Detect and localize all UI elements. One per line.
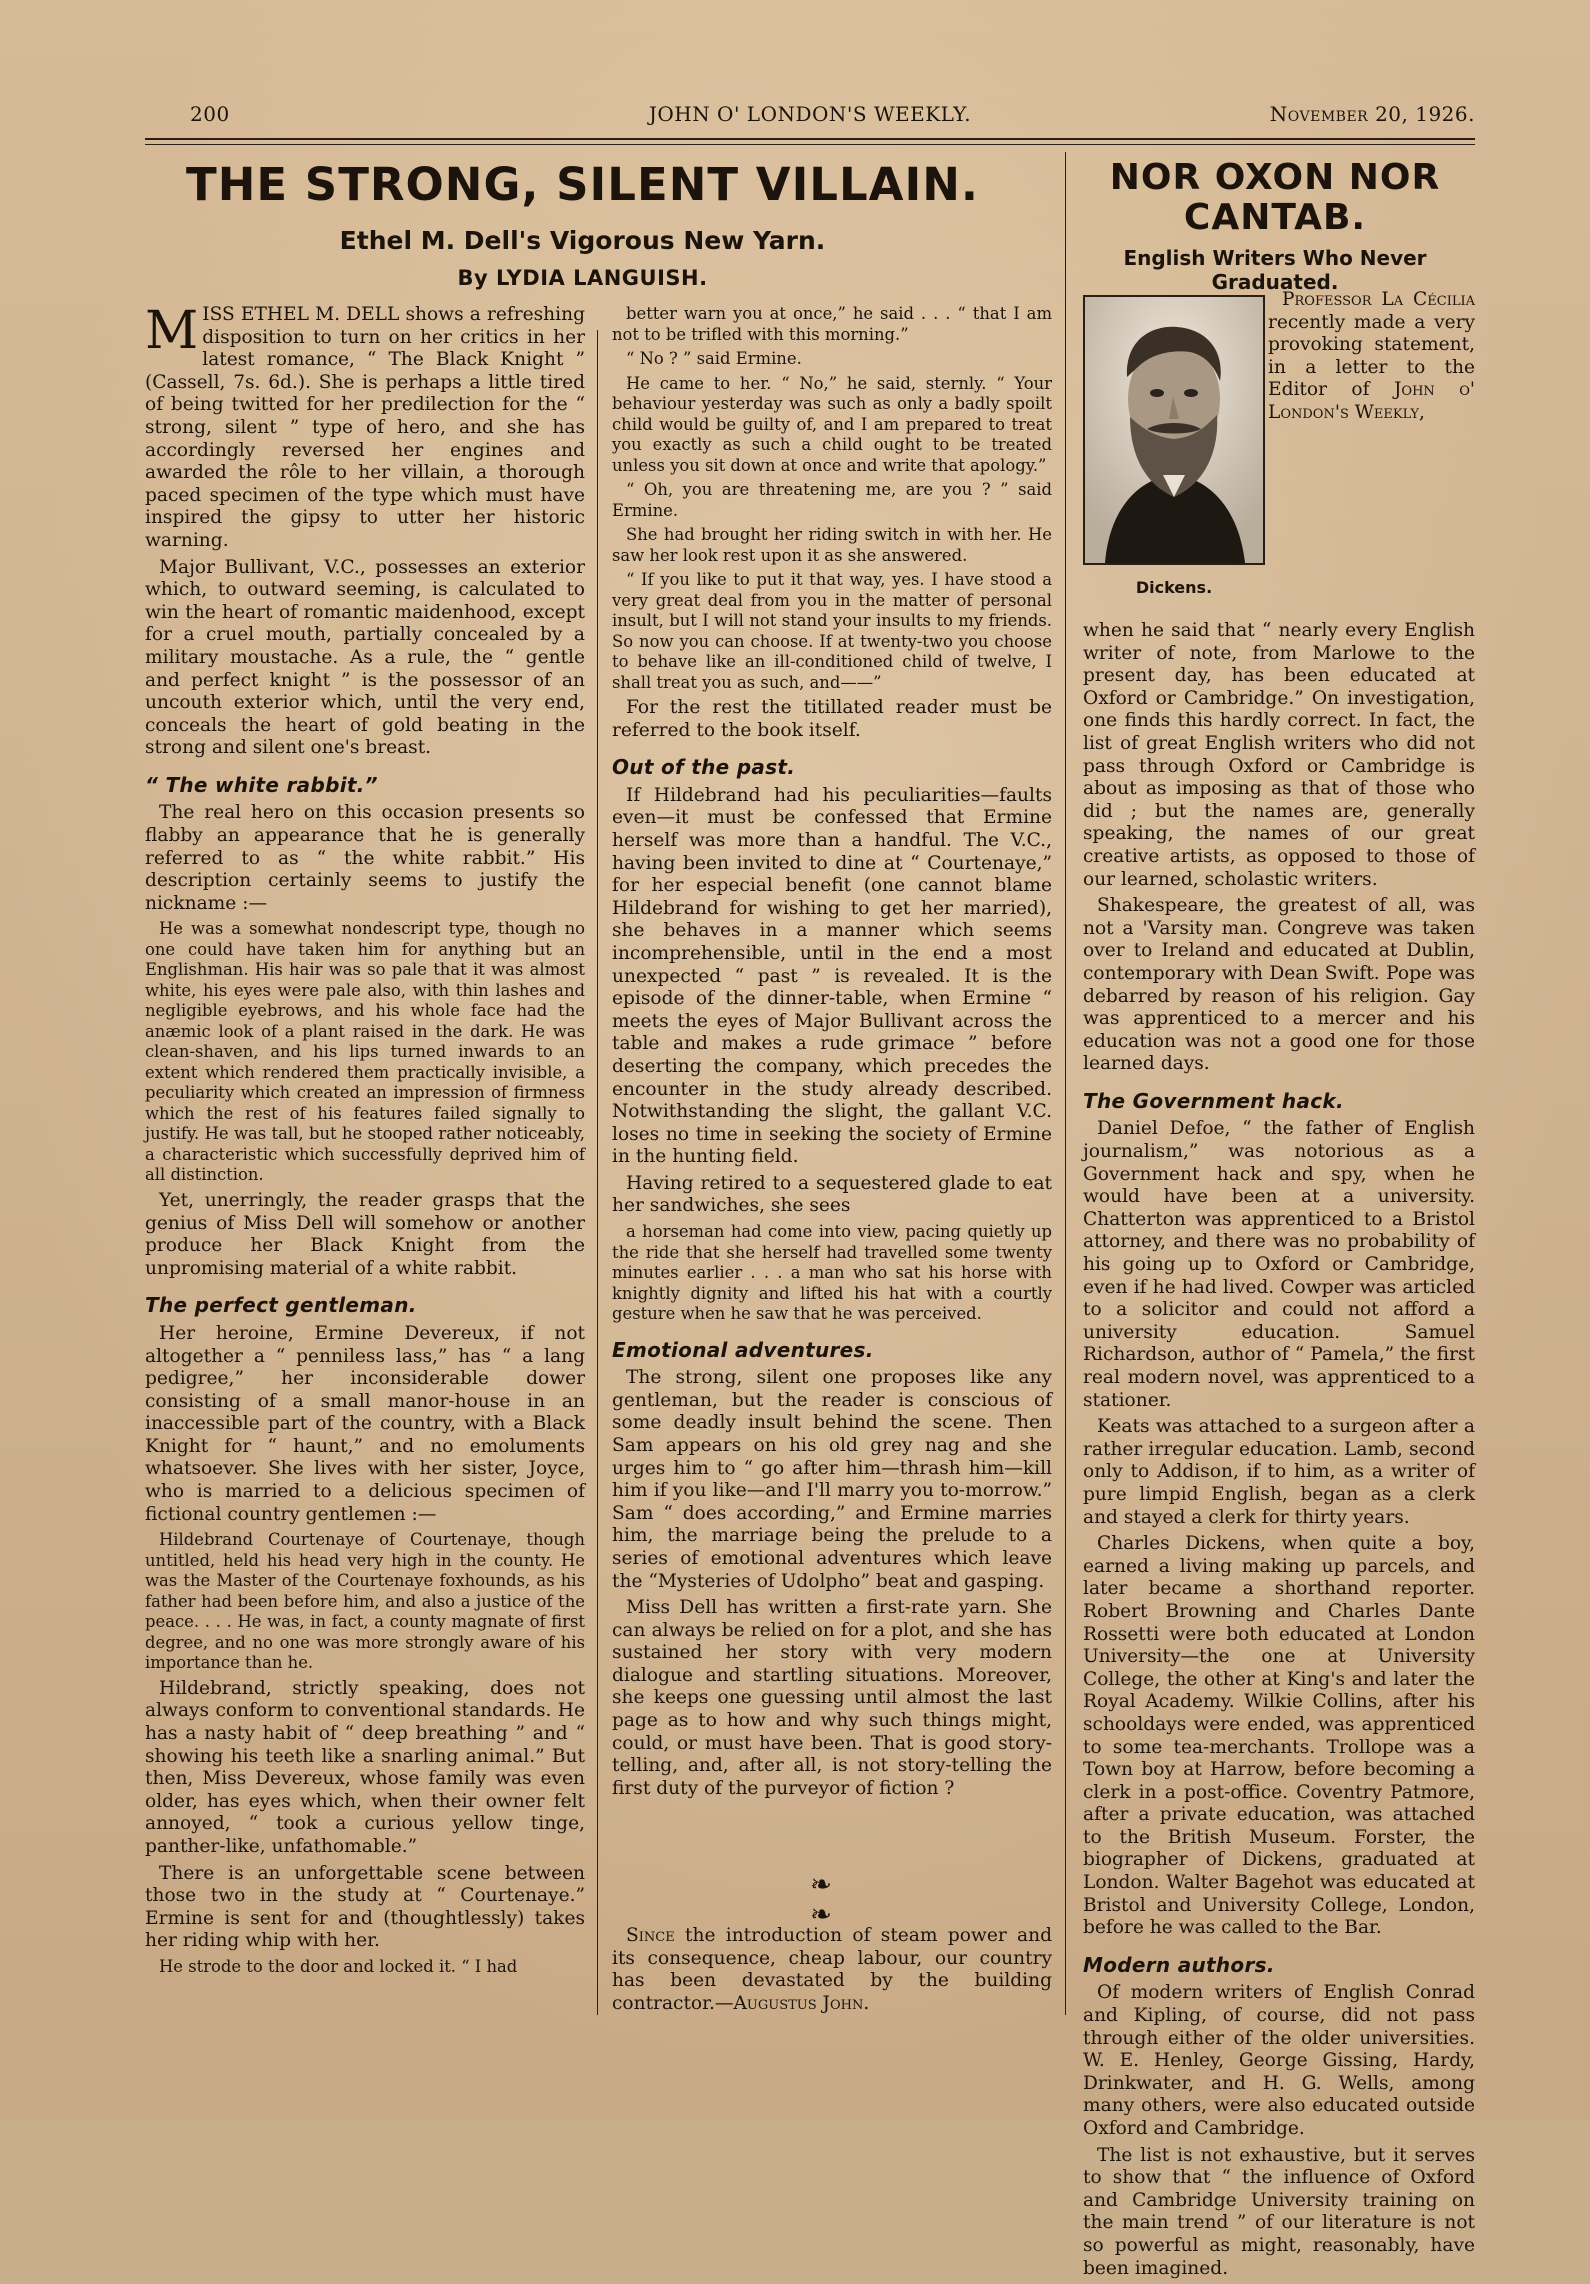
paragraph: Of modern writers of English Conrad and Kipling, of course, did not pass through either of the older universities. W. E. Henley, George Gissing, Hardy, Drinkwater, and H. G. Wells, among many others, were also educated outside Oxford and Cambridge. xyxy=(1083,1982,1475,2139)
article-headline: THE STRONG, SILENT VILLAIN. xyxy=(186,158,979,211)
article-column-1 xyxy=(145,301,585,1981)
block-quote: “ Oh, you are threatening me, are you ? ” said Ermine. xyxy=(612,480,1052,520)
block-quote: “ No ? ” said Ermine. xyxy=(626,349,802,368)
section-heading: Modern authors. xyxy=(1083,1952,1275,1977)
column-divider-2 xyxy=(1065,152,1066,2015)
paragraph: Miss Dell has written a first-rate yarn. She can always be relied on for a plot, and she has sustained her story with very modern dialogue and startling situations. Moreover, she keeps one guessing until almost the last page as to how and why such things might, could, or must have been. That is good story-telling, and, after all, is not story-telling the first duty of the purveyor of fiction ? xyxy=(612,1597,1052,1799)
sidebar-article-intro xyxy=(1268,289,1475,429)
publication-title: JOHN O' LONDON'S WEEKLY. xyxy=(648,102,972,126)
block-quote: He came to her. “ No,” he said, sternly. “ Your behaviour yesterday was such as only a badly spoilt child would be guilty of, and I am prepared to treat you exactly as such a child ought to be treated unless you sit down at once and write that apology.” xyxy=(612,373,1052,475)
paragraph: Her heroine, Ermine Devereux, if not altogether a “ penniless lass,” has “ a lang pedigree,” her inconsiderable dower consisting of a small manor-house in an inaccessible part of the country, with a Black Knight for “ haunt,” and no emoluments whatsoever. She lives with her sister, Joyce, who is married to a delicious specimen of fictional country gentlemen :— xyxy=(145,1322,585,1525)
section-heading: The Government hack. xyxy=(1083,1088,1344,1113)
sidebar-article-body xyxy=(1083,620,1475,2284)
issue-date: November 20, 1926. xyxy=(1269,102,1475,126)
section-heading: Emotional adventures. xyxy=(612,1337,874,1362)
block-quote: She had brought her riding switch in with her. He saw her look rest upon it as she answered. xyxy=(612,525,1052,565)
column-divider-1 xyxy=(597,330,598,2015)
paragraph: Shakespeare, the greatest of all, was not a 'Varsity man. Congreve was taken over to Ireland and educated at Dublin, contemporary with Dean Swift. Pope was debarred by reason of his religion. Gay was apprenticed to a mercer and his education was not a good one for those learned days. xyxy=(1083,895,1475,1075)
paragraph: Charles Dickens, when quite a boy, earned a living making up parcels, and later became a shorthand reporter. Robert Browning and Charles Dante Rossetti were both educated at London University—the one at University College, the other at King's and later the Royal Academy. Wilkie Collins, after his schooldays were ended, was apprenticed to some tea-merchants. Trollope was a Town boy at Harrow, before becoming a clerk in a post-office. Coventry Patmore, after a private education, was attached to the British Museum. Forster, the biographer of Dickens, graduated at London. Walter Bagehot was educated at Bristol and University College, London, before he was called to the Bar. xyxy=(1083,1533,1475,1939)
paragraph: The real hero on this occasion presents so flabby an appearance that he is generally referred to as “ the white rabbit.” His description certainly seems to justify the nickname :— xyxy=(145,802,585,914)
paragraph: Yet, unerringly, the reader grasps that the genius of Miss Dell will somehow or another produce her Black Knight from the unpromising material of a white rabbit. xyxy=(145,1189,585,1279)
section-heading: Out of the past. xyxy=(612,755,796,780)
paragraph: when he said that “ nearly every English writer of note, from Marlowe to the present day, has been educated at Oxford or Cambridge.” On investigation, one finds this hardly correct. In fact, the list of great English writers who did not pass through Oxford or Cambridge is about as imposing as that of those who did ; but the names are, generally speaking, the names of our great creative artists, as opposed to those of our learned, scholastic writers. xyxy=(1083,620,1475,890)
masthead xyxy=(145,102,1475,132)
block-quote: Hildebrand Courtenaye of Courtenaye, though untitled, held his head very high in the county. He was the Master of the Courtenaye foxhounds, as his father had been before him, and also a justice of the peace. . . . He was, in fact, a county magnate of first degree, and no one was more strongly aware of his importance than he. xyxy=(145,1530,585,1673)
paragraph: The list is not exhaustive, but it serves to show that “ the influence of Oxford and Cambridge University training on the main trend ” of our literature is not so powerful as might, reasonably, have been imagined. xyxy=(1083,2144,1475,2279)
block-quote: He was a somewhat nondescript type, though no one could have taken him for anything but an Englishman. His hair was so pale that it was almost white, his eyes were pale also, with thin lashes and negligible eyebrows, and his whole face had the anæmic look of a plant raised in the dark. He was clean-shaven, and his lips turned inwards to an extent which rendered them practically invisible, a peculiarity which created an impression of firmness which the rest of his features failed signally to justify. He was tall, but he stooped rather noticeably, a characteristic which successfully deprived him of all distinction. xyxy=(145,919,585,1185)
paragraph: Hildebrand, strictly speaking, does not always conform to conventional standards. He has a nasty habit of “ deep breathing ” and “ showing his teeth like a snarling animal.” But then, Miss Devereux, whose family was even older, has eyes which, when their owner felt annoyed, “ took a curious yellow tinge, panther-like, unfathomable.” xyxy=(145,1677,585,1857)
article-column-2 xyxy=(612,304,1052,1804)
block-quote: He strode to the door and locked it. “ I had xyxy=(159,1956,518,1976)
block-quote: better warn you at once,” he said . . . “ that I am not to be trifled with this morning.” xyxy=(612,304,1052,344)
section-ornament-icon: ❧ ❧ xyxy=(810,1870,860,1930)
drop-cap: M xyxy=(145,301,199,361)
block-quote: “ If you like to put it that way, yes. I have stood a very great deal from you in the matter of personal insult, but I will not stand your insults to my friends. So now you can choose. If at twenty-two you choose to behave like an ill-conditioned child of twelve, I shall treat you as such, and——” xyxy=(612,570,1052,692)
section-heading: “ The white rabbit.” xyxy=(145,772,378,797)
block-quote: a horseman had come into view, pacing quietly up the ride that she herself had travelled some twenty minutes earlier . . . a man who sat his horse with knightly dignity and lifted his hat with a courtly gesture when he saw that he was perceived. xyxy=(612,1222,1052,1324)
paragraph: Keats was attached to a surgeon after a rather irregular education. Lamb, second only to Addison, if to him, as a writer of pure limpid English, began as a clerk and stayed a clerk for thirty years. xyxy=(1083,1416,1475,1528)
filler-paragraph: Since the introduction of steam power and its consequence, cheap labour, our country has been devastated by the building contractor.—Augustus John. xyxy=(612,1925,1052,2014)
paragraph: Having retired to a sequestered glade to eat her sandwiches, she sees xyxy=(612,1172,1052,1217)
paragraph: Daniel Defoe, “ the father of English journalism,” was notorious as a Government hack and spy, when he would have been at a university. Chatterton was apprenticed to a Bristol attorney, and there was no probability of his going up to Oxford or Cambridge, even if he had lived. Cowper was articled to a solicitor and could not afford a university education. Samuel Richardson, author of “ Pamela,” the first real modern novel, was apprenticed to a stationer. xyxy=(1083,1118,1475,1411)
portrait-caption: Dickens. xyxy=(1135,578,1213,597)
page-number: 200 xyxy=(190,102,230,126)
paragraph: The strong, silent one proposes like any gentleman, but the reader is conscious of some deadly insult behind the scene. Then Sam appears on his old grey nag and she urges him to “ go after him—thrash him—kill him if you like—and I'll marry you to-morrow.” Sam “ does according,” and Ermine marries him, the marriage being the prelude to a series of emotional adventures which leave the “Mysteries of Udolpho” beat and gasping. xyxy=(612,1367,1052,1592)
sidebar-article-subheadline: English Writers Who Never Graduated. xyxy=(1123,246,1427,294)
filler-quote xyxy=(612,1925,1052,2019)
paragraph: Professor La Cécilia recently made a very provoking statement, in a letter to the Editor of John o' London's Weekly, xyxy=(1268,289,1475,423)
paragraph: For the rest the titillated reader must be referred to the book itself. xyxy=(612,697,1052,741)
article-byline: By LYDIA LANGUISH. xyxy=(457,266,708,290)
masthead-rule-thick xyxy=(145,138,1475,140)
paragraph: Major Bullivant, V.C., possesses an exterior which, to outward seeming, is calculated to win the heart of romantic maidenhood, except for a cruel mouth, partially concealed by a military moustache. As a rule, the “ gentle and perfect knight ” is the possessor of an uncouth exterior which, until the very end, conceals the heart of gold beating in the strong and silent one's breast. xyxy=(145,556,585,759)
paragraph: If Hildebrand had his peculiarities—faults even—it must be confessed that Ermine herself was more than a handful. The V.C., having been invited to dine at “ Courtenaye,” for her especial benefit (one cannot blame Hildebrand for wishing to get her married), she behaves in a manner which seems incomprehensible, until in the end a most unexpected “ past ” is revealed. It is the episode of the dinner-table, when Ermine “ meets the eyes of Major Bullivant across the table and makes a rude grimace ” before deserting the company, which precedes the encounter in the study already described. Notwithstanding the slight, the gallant V.C. loses no time in seeking the society of Ermine in the hunting field. xyxy=(612,784,1052,1168)
masthead-rule-thin xyxy=(145,144,1475,145)
dickens-portrait-image xyxy=(1083,295,1265,565)
opening-paragraph: MISS ETHEL M. DELL shows a refreshing disposition to turn on her critics in her latest romance, “ The Black Knight ” (Cassell, 7s. 6d.). She is perhaps a little tired of being twitted for her predilection for the “ strong, silent ” type of hero, and she has accordingly reversed her engines and awarded the rôle to her villain, a thorough paced specimen of the type which must have inspired the gipsy to utter her historic warning. xyxy=(145,301,585,551)
section-heading: The perfect gentleman. xyxy=(145,1293,417,1318)
article-subheadline: Ethel M. Dell's Vigorous New Yarn. xyxy=(339,226,826,255)
paragraph: There is an unforgettable scene between those two in the study at “ Courtenaye.” Ermine is sent for and (thoughtlessly) takes her riding whip with her. xyxy=(145,1862,585,1952)
sidebar-article-headline: NOR OXON NOR CANTAB. xyxy=(1109,157,1441,238)
